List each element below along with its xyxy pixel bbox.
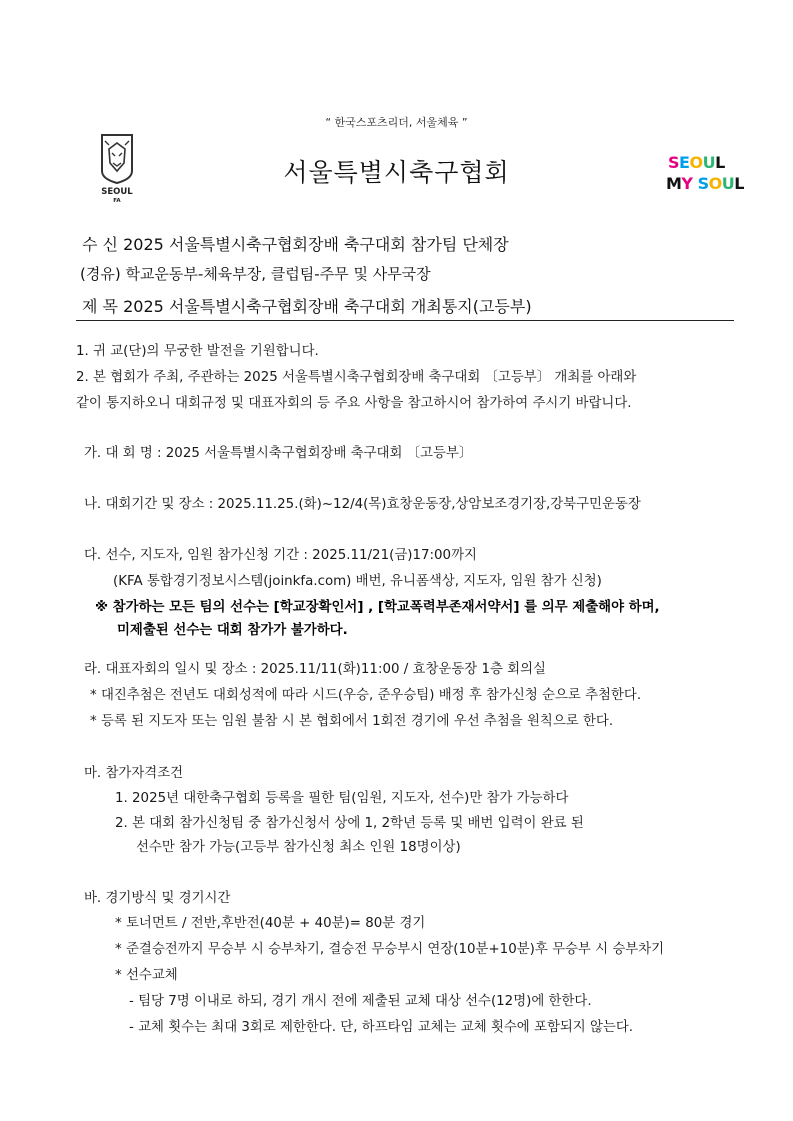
section-ma-item2b: 선수만 참가 가능(고등부 참가신청 최소 인원 18명이상) [136,840,461,855]
section-ba-item2: * 준결승전까지 무승부 시 승부차기, 결승전 무승부시 연장(10분+10분)후 무승부 시 승부차기 [115,942,665,957]
intro-line-3: 같이 통지하오니 대회규정 및 대표자회의 등 주요 사항을 참고하시어 참가하여 주시기 바랍니다. [76,396,632,411]
section-ra-note2: * 등록 된 지도자 또는 임원 불참 시 본 협회에서 1회전 경기에 우선 추첨을 원칙으로 한다. [90,714,614,729]
svg-text:SEOUL: SEOUL [101,187,133,197]
section-ba-title: 바. 경기방식 및 경기시간 [84,891,231,906]
organization-name: 서울특별시축구협회 [283,158,510,187]
section-ra-line1: 라. 대표자회의 일시 및 장소 : 2025.11/11(화)11:00 / 효창운동장 1층 회의실 [84,662,546,677]
section-ba-item3: * 선수교체 [115,968,178,983]
section-ra-note1: * 대진추첨은 전년도 대회성적에 따라 시드(우승, 준우승팀) 배정 후 참가신청 순으로 추첨한다. [90,688,642,703]
section-ma-item2a: 2. 본 대회 참가신청팀 중 참가신청서 상에 1, 2학년 등록 및 배번 입력이 완료 된 [115,816,584,831]
slogan: “ 한국스포츠리더, 서울체육 ” [325,116,468,129]
recipient-line: 수 신 2025 서울특별시축구협회장배 축구대회 참가팀 단체장 [82,235,509,254]
svg-text:FA: FA [113,198,121,204]
mandatory-notice-line1: ※ 참가하는 모든 팀의 선수는 [학교장확인서] , [학교폭력부존재서약서] 를 의무 제출해야 하며, [95,600,660,615]
section-ba-item1: * 토너먼트 / 전반,후반전(40분 + 40분)= 80분 경기 [115,916,426,931]
section-da-line2: (KFA 통합경기정보시스템(joinkfa.com) 배번, 유니폼색상, 지도자, 임원 참가 신청) [113,574,602,589]
section-ga: 가. 대 회 명 : 2025 서울특별시축구협회장배 축구대회 〔고등부〕 [84,446,473,461]
section-na: 나. 대회기간 및 장소 : 2025.11.25.(화)~12/4(목)효창운동장,상암보조경기장,강북구민운동장 [84,497,641,512]
section-ma-title: 마. 참가자격조건 [84,766,184,781]
section-ba-sub2: - 교체 횟수는 최대 3회로 제한한다. 단, 하프타임 교체는 교체 횟수에 포함되지 않는다. [129,1020,634,1035]
section-da-line1: 다. 선수, 지도자, 임원 참가신청 기간 : 2025.11/21(금)17:00까지 [84,548,477,563]
seoul-my-soul-logo [666,150,744,193]
svg-text:MY SOUL: MY SOUL [666,174,744,193]
header-divider [76,320,734,321]
via-line: (경유) 학교운동부-체육부장, 클럽팀-주무 및 사무국장 [80,265,431,283]
section-ba-sub1: - 팀당 7명 이내로 하되, 경기 개시 전에 제출된 교체 대상 선수(12명)에 한한다. [129,994,592,1009]
section-ma-item1: 1. 2025년 대한축구협회 등록을 필한 팀(임원, 지도자, 선수)만 참가 가능하다 [115,791,569,806]
intro-line-1: 1. 귀 교(단)의 무궁한 발전을 기원합니다. [76,344,319,359]
subject-line: 제 목 2025 서울특별시축구협회장배 축구대회 개최통지(고등부) [82,297,532,316]
mandatory-notice-line2: 미제출된 선수는 대회 참가가 불가하다. [117,623,348,638]
intro-line-2: 2. 본 협회가 주최, 주관하는 2025 서울특별시축구협회장배 축구대회 〔고등부〕 개최를 아래와 [76,370,637,385]
svg-text:SEOUL: SEOUL [668,153,725,172]
